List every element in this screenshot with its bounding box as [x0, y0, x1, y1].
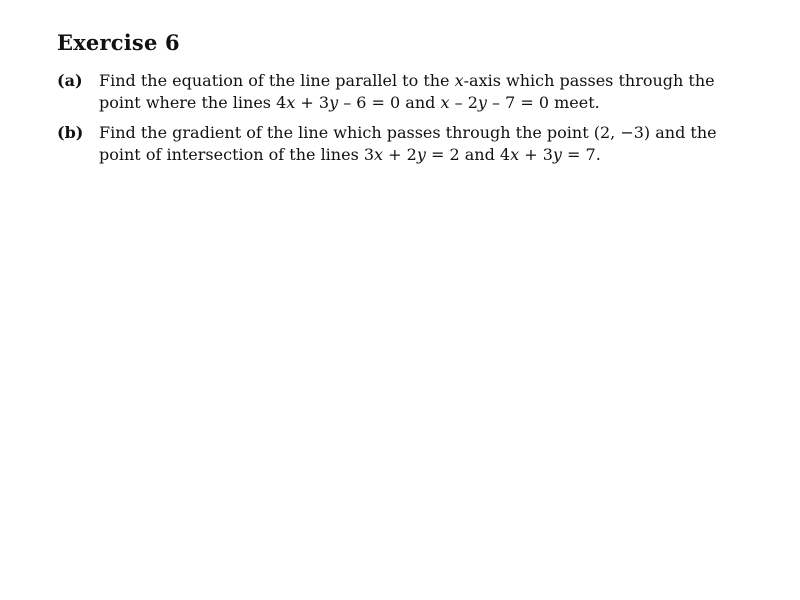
- question-a-label: (a): [57, 71, 83, 90]
- exercise-title: Exercise 6: [57, 30, 180, 55]
- question-a-text-line-1: Find the equation of the line parallel to the x-axis which passes through the: [99, 71, 715, 90]
- question-b-text-line-1: Find the gradient of the line which passes through the point (2, −3) and the: [99, 123, 717, 142]
- question-b-label: (b): [57, 123, 84, 142]
- question-b-text-line-2: point of intersection of the lines 3x + 2y = 2 and 4x + 3y = 7.: [99, 145, 601, 164]
- question-a-text-line-2: point where the lines 4x + 3y – 6 = 0 and x – 2y – 7 = 0 meet.: [99, 93, 600, 112]
